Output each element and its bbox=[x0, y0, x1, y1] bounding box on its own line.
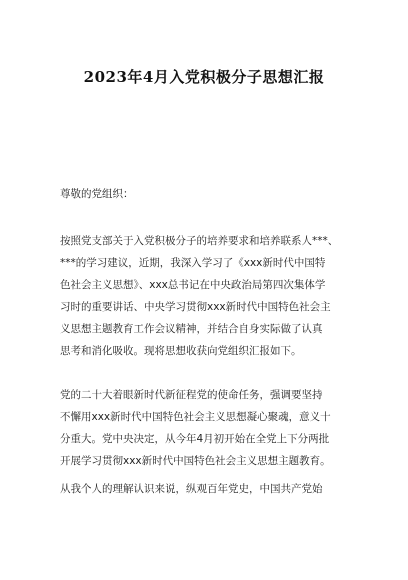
paragraph-line: 开展学习贯彻xxx新时代中国特色社会主义思想主题教育。 bbox=[60, 455, 331, 467]
paragraph-line: 分重大。党中央决定，从今年4月初开始在全党上下分两批 bbox=[60, 433, 330, 445]
salutation: 尊敬的党组织： bbox=[60, 188, 134, 200]
paragraph-line: 习时的重要讲话、中央学习贯彻xxx新时代中国特色社会主 bbox=[60, 301, 331, 313]
paragraph-line: 从我个人的理解认识来说，纵观百年党史，中国共产党始 bbox=[60, 483, 323, 495]
paragraph-2 bbox=[60, 384, 350, 472]
paragraph-line: 党的二十大着眼新时代新征程党的使命任务，强调要坚持 bbox=[60, 389, 323, 401]
paragraph-line: ***的学习建议，近期，我深入学习了《xxx新时代中国特 bbox=[60, 257, 326, 269]
paragraph-line: 义思想主题教育工作会议精神，并结合自身实际做了认真 bbox=[60, 323, 323, 335]
paragraph-line: 按照党支部关于入党积极分子的培养要求和培养联系人***、 bbox=[60, 235, 339, 247]
paragraph-line: 思考和消化吸收。现将思想收获向党组织汇报如下。 bbox=[60, 345, 302, 357]
paragraph-line: 色社会主义思想》、xxx总书记在中央政治局第四次集体学 bbox=[60, 279, 326, 291]
document-title: 2023年4月入党积极分子思想汇报 bbox=[83, 68, 325, 86]
paragraph-line: 不懈用xxx新时代中国特色社会主义思想凝心聚魂，意义十 bbox=[60, 411, 331, 423]
paragraph-3 bbox=[60, 478, 350, 500]
paragraph-1 bbox=[60, 230, 350, 362]
